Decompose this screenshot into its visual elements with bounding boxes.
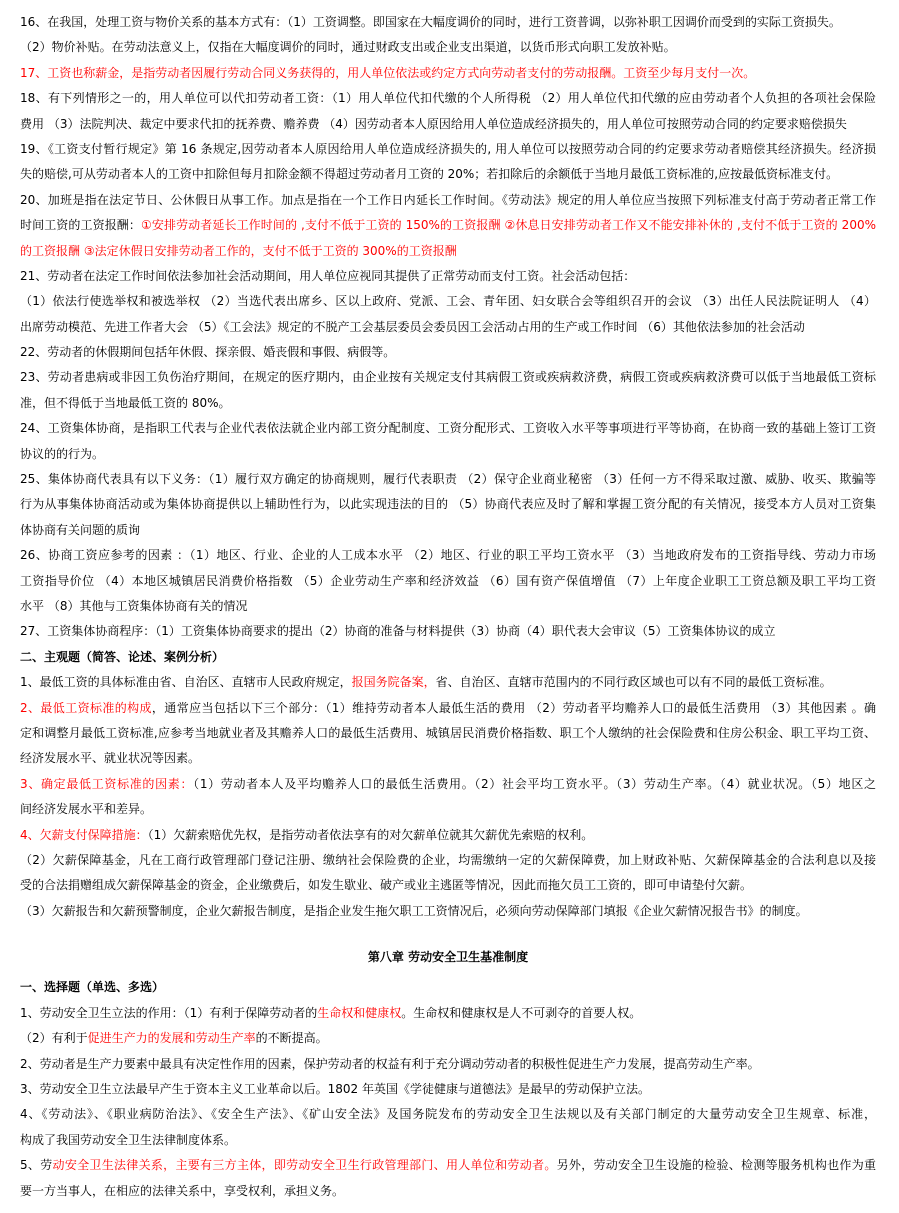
section-heading: 一、选择题（单选、多选）: [20, 980, 165, 995]
line-text: 3、劳动安全卫生立法最早产生于资本主义工业革命以后。1802 年英国《学徒健康与道德法》是最早的劳动保护立法。: [20, 1082, 650, 1097]
line-text: （2）物价补贴。在劳动法意义上，仅指在大幅度调价的同时，通过财政支出或企业支出渠道，以货币形式向职工发放补贴。: [20, 40, 676, 55]
line-text: 体协商有关问题的质询: [20, 522, 141, 537]
line-text: 省、自治区、直辖市范围内的不同行政区域也可以有不同的最低工资标准。: [435, 675, 832, 690]
line-text: （3）欠薪报告和欠薪预警制度，企业欠薪报告制度，是指企业发生拖欠职工工资情况后，必须向劳动保障部门填报《企业欠薪情况报告书》的制度。: [20, 903, 808, 918]
emphasis-text: 17、工资也称薪金，是指劳动者因履行劳动合同义务获得的，用人单位依法或约定方式向劳动者支付的劳动报酬。工资至少每月支付一次。: [20, 65, 756, 80]
text-line: [20, 1026, 876, 1051]
text-line: [20, 848, 876, 873]
line-text: 协议的的行为。: [20, 446, 105, 461]
text-line: [20, 442, 876, 467]
emphasis-text: 3、确定最低工资标准的因素：: [20, 776, 194, 791]
text-line: [20, 289, 876, 314]
text-line: [20, 365, 876, 390]
emphasis-text: 报国务院备案，: [351, 675, 436, 690]
section-heading: 二、主观题（简答、论述、案例分析）: [20, 649, 225, 664]
emphasis-text: 4、欠薪支付保障措施：: [20, 827, 148, 842]
line-text: 25、集体协商代表具有以下义务：（1）履行双方确定的协商规则，履行代表职责 （2）保守企业商业秘密 （3）任何一方不得采取过激、威胁、收买、欺骗等: [20, 472, 876, 487]
emphasis-text: 促进生产力的发展和劳动生产率: [87, 1031, 256, 1046]
text-line: [20, 315, 876, 340]
line-text: 经济发展水平、就业状况等因素。: [20, 751, 201, 766]
emphasis-text: ①安排劳动者延长工作时间的 ,支付不低于工资的 150%的工资报酬 ②休息日安排劳动者工作又不能安排补休的 ,支付不低于工资的 200%: [141, 218, 876, 233]
subjective-section: [20, 670, 876, 924]
text-line: [20, 899, 876, 924]
line-text: 26、协商工资应参考的因素 ：（1）地区、行业、企业的人工成本水平 （2）地区、行业的职工平均工资水平 （3）当地政府发布的工资指导线、劳动力市场: [20, 548, 876, 563]
line-text: 27、工资集体协商程序：（1）工资集体协商要求的提出（2）协商的准备与材料提供（3）协商（4）职代表大会审议（5）工资集体协议的成立: [20, 624, 776, 639]
text-line: [20, 569, 876, 594]
line-text: 费用 （3）法院判决、裁定中要求代扣的抚养费、赡养费 （4）因劳动者本人原因给用人单位造成经济损失的，用人单位可按照劳动合同的约定要求赔偿损失: [20, 116, 847, 131]
line-text: （1）欠薪索赔优先权，是指劳动者依法享有的对欠薪单位就其欠薪优先索赔的权利。: [147, 827, 594, 842]
text-line: [20, 264, 876, 289]
text-line: [20, 86, 876, 111]
text-line: [20, 1153, 876, 1178]
emphasis-text: 生命权和健康权: [317, 1005, 402, 1020]
line-text: 工资指导价位 （4）本地区城镇居民消费价格指数 （5）企业劳动生产率和经济效益 （6）国有资产保值增值 （7）上年度企业职工工资总额及职工平均工资: [20, 573, 876, 588]
text-line: [20, 492, 876, 517]
text-line: [20, 797, 876, 822]
text-line: [20, 1128, 876, 1153]
line-text: 水平 （8）其他与工资集体协商有关的情况: [20, 598, 248, 613]
emphasis-text: 的工资报酬 ③法定休假日安排劳动者工作的，支付不低于工资的 300%的工资报酬: [20, 243, 457, 258]
text-line: [20, 340, 876, 365]
text-line: [20, 162, 876, 187]
text-line: [20, 746, 876, 771]
line-text: 的不断提高。: [255, 1031, 328, 1046]
line-text: 2、劳动者是生产力要素中最具有决定性作用的因素，保护劳动者的权益有利于充分调动劳动者的积极性促进生产力发展，提高劳动生产率。: [20, 1056, 760, 1071]
text-line: [20, 518, 876, 543]
text-line: [20, 188, 876, 213]
line-text: 。生命权和健康权是人不可剥夺的首要人权。: [401, 1005, 642, 1020]
text-line: [20, 1001, 876, 1026]
emphasis-text: 2、最低工资标准的构成: [20, 700, 152, 715]
text-line: [20, 619, 876, 644]
text-line: [20, 137, 876, 162]
text-line: [20, 543, 876, 568]
text-line: [20, 391, 876, 416]
line-text: 失的赔偿,可从劳动者本人的工资中扣除但每月扣除金额不得超过劳动者月工资的 20%；若扣除后的余额低于当地月最低工资标准的,应按最低资标准支付。: [20, 167, 839, 182]
emphasis-text: 动安全卫生法律关系，主要有三方主体，即劳动安全卫生行政管理部门、用人单位和劳动者。: [52, 1158, 557, 1173]
line-text: 16、在我国，处理工资与物价关系的基本方式有：（1）工资调整。即国家在大幅度调价的同时，进行工资普调，以弥补职工因调价而受到的实际工资损失。: [20, 15, 841, 29]
text-line: [20, 873, 876, 898]
text-line: [20, 416, 876, 441]
line-text: （1）劳动者本人及平均赡养人口的最低生活费用。（2）社会平均工资水平。（3）劳动生产率。（4）就业状况。（5）地区之: [193, 776, 876, 791]
text-line: [20, 772, 876, 797]
text-line: [20, 1077, 876, 1102]
text-line: [20, 10, 876, 35]
line-text: 定和调整月最低工资标准,应参考当地就业者及其赡养人口的最低生活费用、城镇居民消费价格指数、职工个人缴纳的社会保险费和住房公积金、职工平均工资、: [20, 725, 876, 740]
text-line: [20, 467, 876, 492]
text-line: [20, 670, 876, 695]
line-text: 1、最低工资的具体标准由省、自治区、直辖市人民政府规定，: [20, 675, 352, 690]
line-text: 5、劳: [20, 1158, 53, 1173]
line-text: ，通常应当包括以下三个部分：（1）维持劳动者本人最低生活的费用 （2）劳动者平均赡养人口的最低生活费用 （3）其他因素 。确: [151, 700, 876, 715]
chapter-title: 第八章 劳动安全卫生基准制度: [367, 950, 529, 965]
text-line: [20, 823, 876, 848]
line-text: 22、劳动者的休假期间包括年休假、探亲假、婚丧假和事假、病假等。: [20, 345, 396, 360]
text-line: [20, 61, 876, 86]
text-line: [20, 1102, 876, 1127]
text-line: [20, 696, 876, 721]
line-text: 21、劳动者在法定工作时间依法参加社会活动期间，用人单位应视同其提供了正常劳动而支付工资。社会活动包括：: [20, 268, 636, 283]
line-text: 要一方当事人，在相应的法律关系中，享受权利，承担义务。: [20, 1183, 345, 1198]
text-line: [20, 1179, 876, 1204]
line-text: 构成了我国劳动安全卫生法律制度体系。: [20, 1132, 237, 1147]
text-line: [20, 239, 876, 264]
line-text: （2）欠薪保障基金，凡在工商行政管理部门登记注册、缴纳社会保险费的企业，均需缴纳一定的欠薪保障费，加上财政补贴、欠薪保障基金的合法利息以及接: [20, 852, 876, 867]
line-text: 24、工资集体协商，是指职工代表与企业代表依法就企业内部工资分配制度、工资分配形式、工资收入水平等事项进行平等协商，在协商一致的基础上签订工资: [20, 421, 876, 436]
safety-section: [20, 1001, 876, 1204]
line-text: 19、《工资支付暂行规定》第 16 条规定,因劳动者本人原因给用人单位造成经济损失的, 用人单位可以按照劳动合同的约定要求劳动者赔偿其经济损失。经济损: [20, 141, 876, 156]
text-line: [20, 594, 876, 619]
line-text: 行为从事集体协商活动或为集体协商提供以上辅助性行为，以此实现违法的目的 （5）协商代表应及时了解和掌握工资分配的有关情况，接受本方人员对工资集: [20, 497, 876, 512]
text-line: [20, 721, 876, 746]
line-text: 间经济发展水平和差异。: [20, 802, 153, 817]
line-text: 1、劳动安全卫生立法的作用：（1）有利于保障劳动者的: [20, 1005, 318, 1020]
line-text: 受的合法捐赠组成欠薪保障基金的资金，企业缴费后，如发生歇业、破产或业主逃匿等情况，因此而拖欠员工工资的，即可申请垫付欠薪。: [20, 878, 753, 893]
line-text: 时间工资的工资报酬：: [20, 218, 142, 233]
line-text: 准，但不得低于当地最低工资的 80%。: [20, 395, 231, 410]
line-text: 23、劳动者患病或非因工负伤治疗期间，在规定的医疗期内，由企业按有关规定支付其病假工资或疾病救济费，病假工资或疾病救济费可以低于当地最低工资标: [20, 370, 876, 385]
line-text: 4、《劳动法》、《职业病防治法》、《安全生产法》、《矿山安全法》及国务院发布的劳动安全卫生法规以及有关部门制定的大量劳动安全卫生规章、标准，: [20, 1107, 876, 1122]
text-line: [20, 35, 876, 60]
text-line: [20, 213, 876, 238]
line-text: 出席劳动模范、先进工作者大会 （5）《工会法》规定的不脱产工会基层委员会委员因工会活动占用的生产或工作时间 （6）其他依法参加的社会活动: [20, 319, 805, 334]
text-line: [20, 1052, 876, 1077]
text-line: [20, 112, 876, 137]
line-text: 18、有下列情形之一的，用人单位可以代扣劳动者工资：（1）用人单位代扣代缴的个人所得税 （2）用人单位代扣代缴的应由劳动者个人负担的各项社会保险: [20, 91, 876, 106]
line-text: 另外，劳动安全卫生设施的检验、检测等服务机构也作为重: [556, 1158, 876, 1173]
wage-section: [20, 10, 876, 645]
line-text: 20、加班是指在法定节日、公休假日从事工作。加点是指在一个工作日内延长工作时间。《劳动法》规定的用人单位应当按照下列标准支付高于劳动者正常工作: [20, 192, 876, 207]
line-text: （2）有利于: [20, 1031, 88, 1046]
line-text: （1）依法行使选举权和被选举权 （2）当选代表出席乡、区以上政府、党派、工会、青年团、妇女联合会等组织召开的会议 （3）出任人民法院证明人 （4）: [20, 294, 876, 309]
